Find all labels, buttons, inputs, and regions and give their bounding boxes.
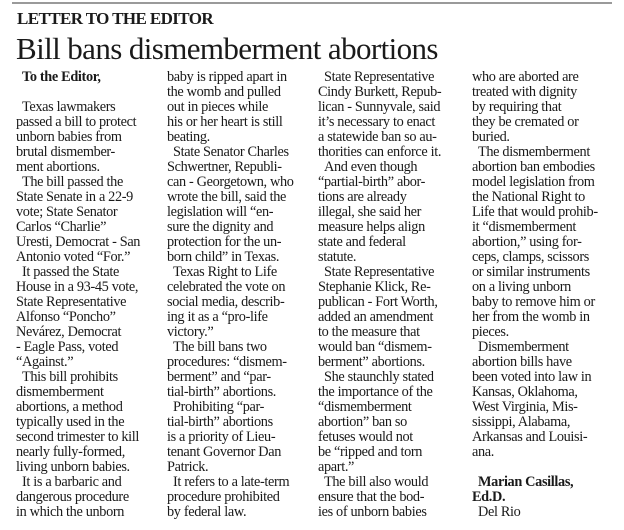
text-line: social media, describ- <box>167 294 285 310</box>
text-line: ceps, clamps, scissors <box>472 249 589 265</box>
text-line: “dismemberment <box>318 399 412 415</box>
text-line: second trimester to kill <box>16 429 140 445</box>
text-line: the importance of the <box>318 384 433 400</box>
text-line: it “dismemberment <box>472 219 577 235</box>
text-line: And even though <box>324 159 418 175</box>
text-line: it’s necessary to enact <box>318 114 435 130</box>
text-line: House in a 93-45 vote, <box>16 279 139 295</box>
text-line: would ban “dismem- <box>318 339 432 355</box>
text-line: The bill bans two <box>173 339 267 355</box>
text-line: apart.” <box>318 459 355 475</box>
text-line: be “ripped and torn <box>318 444 423 460</box>
text-line: Schwertner, Republi- <box>167 159 282 175</box>
text-line: State Representative <box>324 264 435 280</box>
headline: Bill bans dismemberment abortions <box>16 31 438 66</box>
text-line: - Eagle Pass, voted <box>16 339 119 355</box>
text-line: protection for the un- <box>167 234 282 250</box>
text-line: thorities can enforce it. <box>318 144 442 160</box>
text-line: abortions, a method <box>16 399 123 415</box>
text-line: It is a barbaric and <box>22 474 122 490</box>
text-line: buried. <box>472 129 510 145</box>
text-line: ing it as a “pro-life <box>167 309 268 325</box>
text-line: berment” abortions. <box>318 354 425 370</box>
text-line: State Representative <box>324 69 435 85</box>
text-line: tial-birth” abortions. <box>167 384 277 400</box>
text-line: the womb and pulled <box>167 84 281 100</box>
text-line: unborn babies from <box>16 129 122 145</box>
text-line: Dismemberment <box>478 339 569 355</box>
text-line: Texas lawmakers <box>22 99 116 115</box>
text-line: wrote the bill, said the <box>167 189 287 205</box>
text-line: State Senator Charles <box>173 144 289 160</box>
text-line: victory.” <box>167 324 214 340</box>
text-line: ment abortions. <box>16 159 100 175</box>
text-line: beating. <box>167 129 210 145</box>
text-line: is a priority of Lieu- <box>167 429 276 445</box>
text-line: Uresti, Democrat - San <box>16 234 141 250</box>
text-line: sissippi, Alabama, <box>472 414 571 430</box>
text-line: “Against.” <box>16 354 74 370</box>
text-line: Carlos “Charlie” <box>16 219 107 235</box>
text-line: Stephanie Klick, Re- <box>318 279 431 295</box>
top-rule <box>12 2 612 4</box>
text-line: by requiring that <box>472 99 562 115</box>
text-line: statute. <box>318 249 357 265</box>
text-line: born child” in Texas. <box>167 249 280 265</box>
text-line: dismemberment <box>16 384 104 400</box>
text-line: The dismemberment <box>478 144 590 160</box>
byline-text: Ed.D. <box>472 489 506 505</box>
text-line: This bill prohibits <box>22 369 118 385</box>
byline-text: Marian Casillas, <box>478 474 574 490</box>
text-line: to the measure that <box>318 324 420 340</box>
text-line: West Virginia, Mis- <box>472 399 578 415</box>
text-line: brutal dismember- <box>16 144 115 160</box>
text-line: illegal, she said her <box>318 204 422 220</box>
text-line: or similar instruments <box>472 264 590 280</box>
text-line: Texas Right to Life <box>173 264 277 280</box>
text-line: abortion ban embodies <box>472 159 595 175</box>
text-line: State Representative <box>16 294 127 310</box>
text-line: It refers to a late-term <box>173 474 290 490</box>
section-kicker: LETTER TO THE EDITOR <box>17 9 214 28</box>
text-line: the National Right to <box>472 189 585 205</box>
text-line: out in pieces while <box>167 99 268 115</box>
text-line: baby is ripped apart in <box>167 69 287 85</box>
text-line: procedures: “dismem- <box>167 354 287 370</box>
text-line: his or her heart is still <box>167 114 283 130</box>
text-line: pieces. <box>472 324 509 340</box>
text-line: procedure prohibited <box>167 489 280 505</box>
text-line: tions are already <box>318 189 407 205</box>
text-line: ana. <box>472 444 495 460</box>
text-line: by federal law. <box>167 504 247 520</box>
text-line: abortion bills have <box>472 354 572 370</box>
text-line: Del Rio <box>478 504 521 520</box>
text-line: Life that would prohib- <box>472 204 598 220</box>
text-line: nearly fully-formed, <box>16 444 125 460</box>
text-line: been voted into law in <box>472 369 592 385</box>
text-line: model legislation from <box>472 174 595 190</box>
text-line: can - Georgetown, who <box>167 174 294 190</box>
text-line: Antonio voted “For.” <box>16 249 131 265</box>
text-line: It passed the State <box>22 264 119 280</box>
article-column-2 <box>167 70 319 520</box>
text-line: her from the womb in <box>472 309 590 325</box>
text-line: a statewide ban so au- <box>318 129 437 145</box>
text-line: they be cremated or <box>472 114 579 130</box>
text-line: lican - Sunnyvale, said <box>318 99 441 115</box>
text-line: The bill passed the <box>22 174 123 190</box>
text-line: tenant Governor Dan <box>167 444 282 460</box>
text-line: berment” and “par- <box>167 369 271 385</box>
text-line: sure the dignity and <box>167 219 274 235</box>
text-line: on a living unborn <box>472 279 571 295</box>
text-line: state and federal <box>318 234 406 250</box>
text-line: measure helps align <box>318 219 425 235</box>
article-column-3 <box>318 70 470 520</box>
text-line: publican - Fort Worth, <box>318 294 438 310</box>
text-line: vote; State Senator <box>16 204 118 220</box>
article-column-4 <box>472 70 624 520</box>
text-line: State Senate in a 22-9 <box>16 189 133 205</box>
text-line: abortion” ban so <box>318 414 407 430</box>
article-column-1 <box>16 70 168 520</box>
text-line: ies of unborn babies <box>318 504 427 520</box>
text-line: Nevárez, Democrat <box>16 324 122 340</box>
text-line: ensure that the bod- <box>318 489 425 505</box>
text-line: fetuses would not <box>318 429 413 445</box>
text-line: Arkansas and Louisi- <box>472 429 588 445</box>
text-line: treated with dignity <box>472 84 577 100</box>
text-line: “partial-birth” abor- <box>318 174 426 190</box>
text-line: living unborn babies. <box>16 459 130 475</box>
text-line: Alfonso “Poncho” <box>16 309 116 325</box>
text-line: added an amendment <box>318 309 434 325</box>
text-line: The bill also would <box>324 474 429 490</box>
text-line: passed a bill to protect <box>16 114 137 130</box>
text-line: who are aborted are <box>472 69 579 85</box>
text-line: celebrated the vote on <box>167 279 286 295</box>
text-line: legislation will “en- <box>167 204 274 220</box>
text-line: abortion,” using for- <box>472 234 582 250</box>
text-line <box>472 460 624 475</box>
text-line: baby to remove him or <box>472 294 595 310</box>
text-line <box>16 85 168 100</box>
text-line: dangerous procedure <box>16 489 129 505</box>
text-line: Patrick. <box>167 459 209 475</box>
text-line: in which the unborn <box>16 504 125 520</box>
text-line: She staunchly stated <box>324 369 434 385</box>
text-line: typically used in the <box>16 414 125 430</box>
text-line: Cindy Burkett, Repub- <box>318 84 442 100</box>
text-line: Prohibiting “par- <box>173 399 265 415</box>
text-line: Kansas, Oklahoma, <box>472 384 578 400</box>
byline-text: To the Editor, <box>22 69 101 85</box>
text-line: tial-birth” abortions <box>167 414 273 430</box>
